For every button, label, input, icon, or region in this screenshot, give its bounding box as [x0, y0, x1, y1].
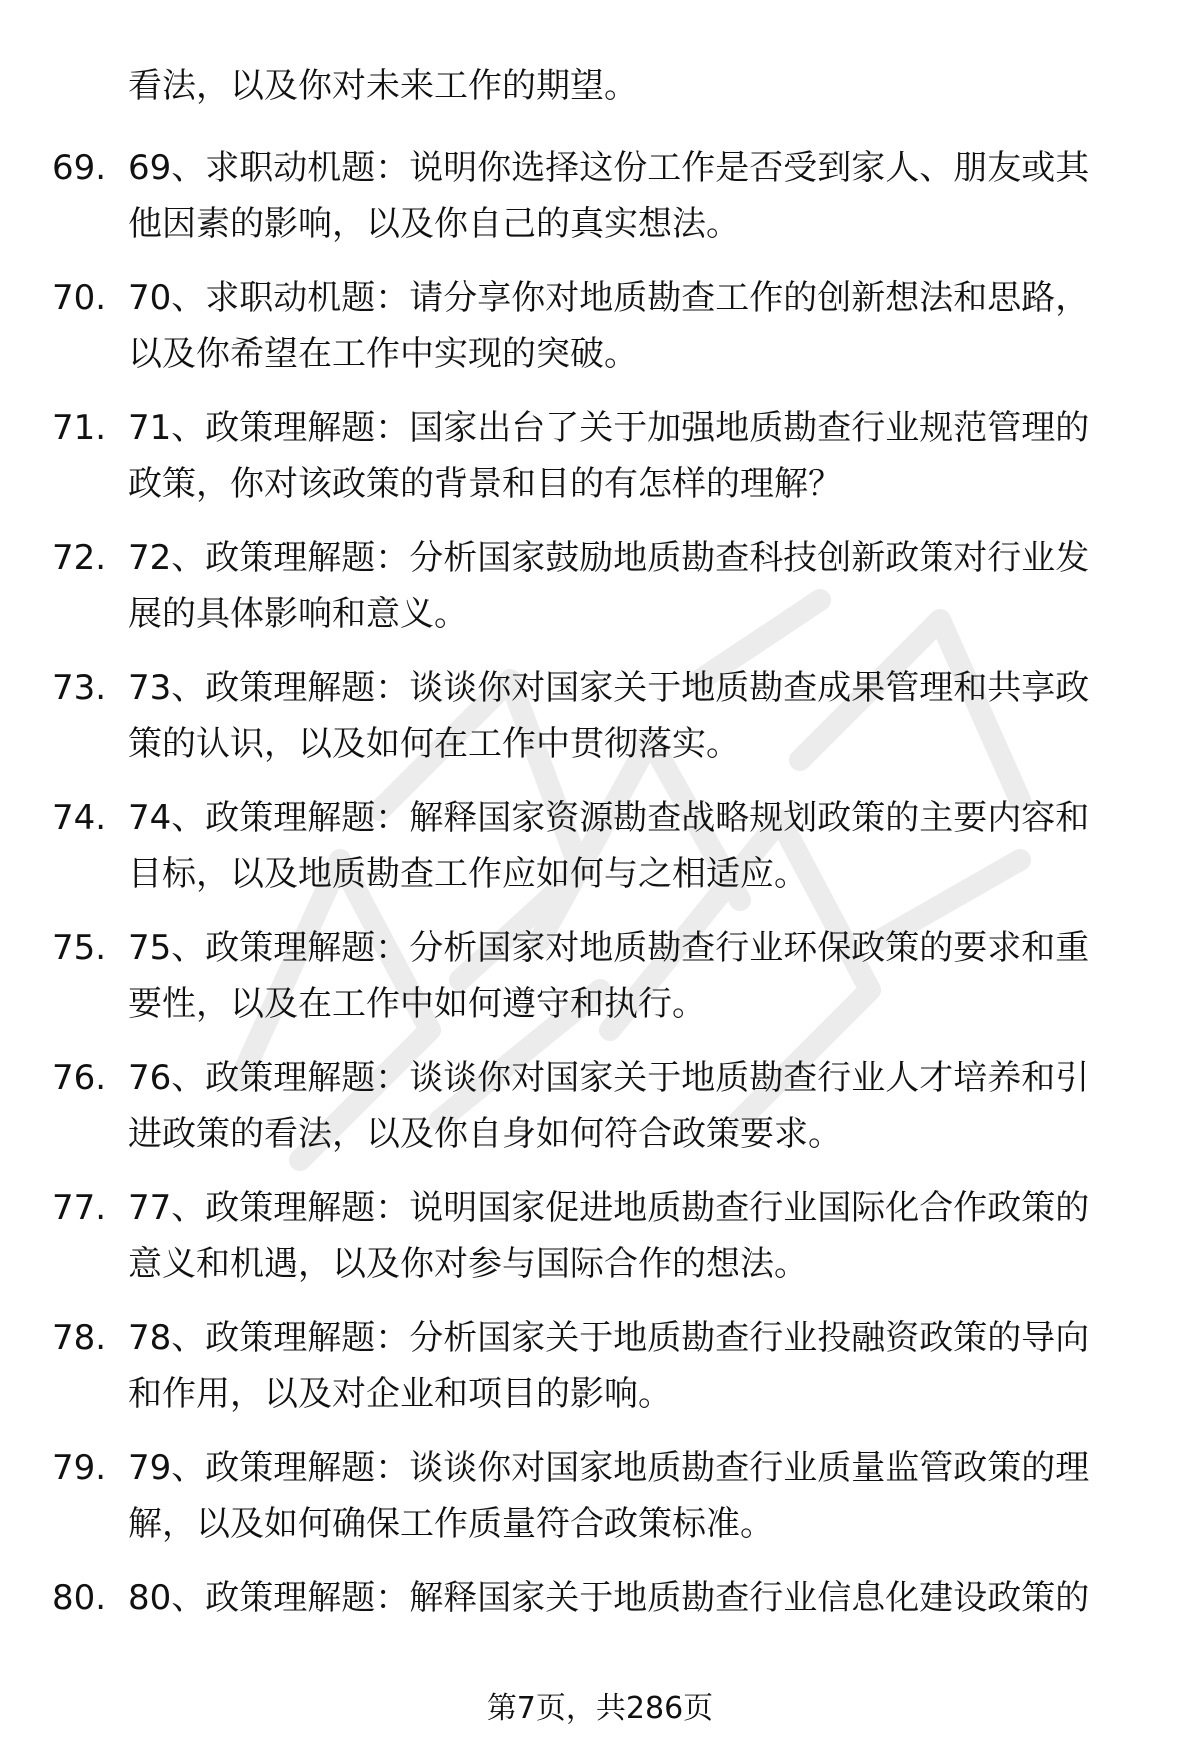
- list-item: [0, 1440, 1200, 1570]
- question-text-line: 69、求职动机题：说明你选择这份工作是否受到家人、朋友或其: [128, 148, 1090, 188]
- list-item: [0, 1310, 1200, 1440]
- question-text: [128, 1570, 1148, 1626]
- question-number: 78.: [52, 1318, 107, 1358]
- question-list: [0, 140, 1200, 1700]
- list-item: [0, 140, 1200, 270]
- question-text: [128, 1310, 1148, 1422]
- question-text-line: 71、政策理解题：国家出台了关于加强地质勘查行业规范管理的: [128, 408, 1090, 448]
- question-number: 77.: [52, 1188, 107, 1228]
- list-item: [0, 660, 1200, 790]
- question-text-line: 80、政策理解题：解释国家关于地质勘查行业信息化建设政策的: [128, 1578, 1090, 1618]
- question-number: 72.: [52, 538, 107, 578]
- question-text-line: 和作用，以及对企业和项目的影响。: [128, 1374, 672, 1414]
- question-number: 76.: [52, 1058, 107, 1098]
- question-text-line: 策的认识，以及如何在工作中贯彻落实。: [128, 724, 740, 764]
- list-item: [0, 530, 1200, 660]
- question-text: [128, 790, 1148, 902]
- question-text-line: 他因素的影响，以及你自己的真实想法。: [128, 204, 740, 244]
- list-item: [0, 400, 1200, 530]
- question-text-line: 77、政策理解题：说明国家促进地质勘查行业国际化合作政策的: [128, 1188, 1090, 1228]
- question-number: 80.: [52, 1578, 107, 1618]
- question-text-line: 79、政策理解题：谈谈你对国家地质勘查行业质量监管政策的理: [128, 1448, 1090, 1488]
- question-text-line: 要性，以及在工作中如何遵守和执行。: [128, 984, 706, 1024]
- question-text-line: 76、政策理解题：谈谈你对国家关于地质勘查行业人才培养和引: [128, 1058, 1090, 1098]
- list-item: [0, 1570, 1200, 1700]
- question-text-line: 政策，你对该政策的背景和目的有怎样的理解？: [128, 464, 842, 504]
- list-item: [0, 1050, 1200, 1180]
- page-footer: 第7页，共286页: [486, 1691, 714, 1726]
- question-number: 71.: [52, 408, 107, 448]
- question-text: [128, 270, 1148, 382]
- list-item: [0, 790, 1200, 920]
- question-text-line: 72、政策理解题：分析国家鼓励地质勘查科技创新政策对行业发: [128, 538, 1090, 578]
- question-text: [128, 920, 1148, 1032]
- question-text-line: 解，以及如何确保工作质量符合政策标准。: [128, 1504, 774, 1544]
- question-text-line: 以及你希望在工作中实现的突破。: [128, 334, 638, 374]
- question-text: [128, 1050, 1148, 1162]
- question-text: [128, 660, 1148, 772]
- question-text-line: 75、政策理解题：分析国家对地质勘查行业环保政策的要求和重: [128, 928, 1090, 968]
- question-text: [128, 530, 1148, 642]
- list-item: [0, 270, 1200, 400]
- question-number: 75.: [52, 928, 107, 968]
- question-text-line: 74、政策理解题：解释国家资源勘查战略规划政策的主要内容和: [128, 798, 1090, 838]
- question-number: 70.: [52, 278, 107, 318]
- question-text-line: 73、政策理解题：谈谈你对国家关于地质勘查成果管理和共享政: [128, 668, 1090, 708]
- question-text: [128, 1440, 1148, 1552]
- list-item: [0, 920, 1200, 1050]
- question-number: 74.: [52, 798, 107, 838]
- question-text-line: 70、求职动机题：请分享你对地质勘查工作的创新想法和思路，: [128, 278, 1090, 318]
- question-text-line: 意义和机遇，以及你对参与国际合作的想法。: [128, 1244, 808, 1284]
- question-text: [128, 140, 1148, 252]
- question-text-line: 展的具体影响和意义。: [128, 594, 468, 634]
- continuation-text: 看法，以及你对未来工作的期望。: [128, 66, 638, 106]
- question-text-line: 进政策的看法，以及你自身如何符合政策要求。: [128, 1114, 842, 1154]
- question-number: 69.: [52, 148, 107, 188]
- question-text: [128, 1180, 1148, 1292]
- question-text: [128, 400, 1148, 512]
- list-item: [0, 1180, 1200, 1310]
- question-number: 73.: [52, 668, 107, 708]
- question-text-line: 78、政策理解题：分析国家关于地质勘查行业投融资政策的导向: [128, 1318, 1090, 1358]
- question-text-line: 目标，以及地质勘查工作应如何与之相适应。: [128, 854, 808, 894]
- question-number: 79.: [52, 1448, 107, 1488]
